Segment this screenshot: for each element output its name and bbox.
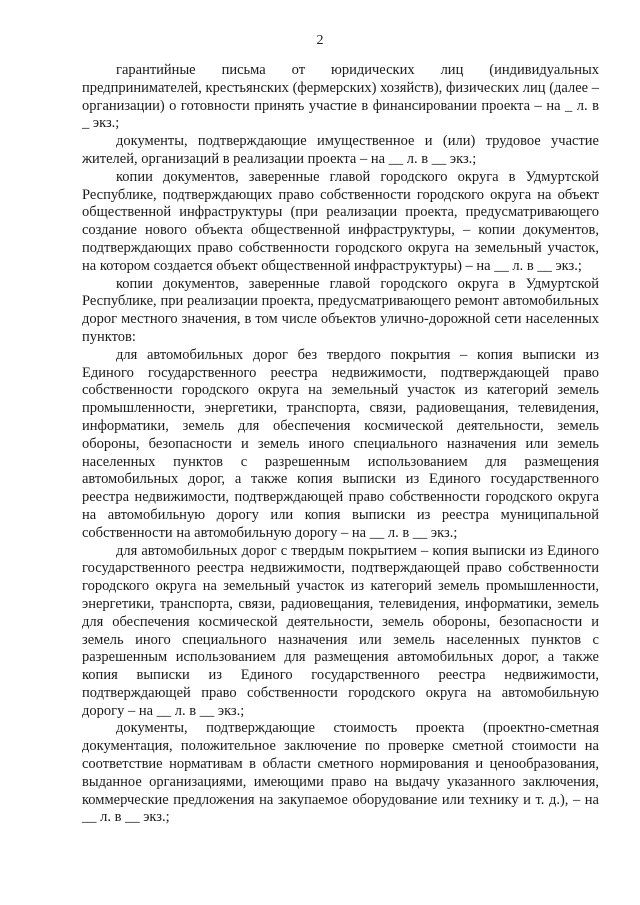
paragraph-road-repair-copies: копии документов, заверенные главой городского округа в Удмуртской Республике, при реализации проекта, предусматривающего ремонт автомобильных дорог местного значения, в том числе объектов улично-дорожной сети населенных пунктов: bbox=[82, 275, 599, 345]
page-number: 2 bbox=[316, 33, 324, 48]
paragraph-unpaved-roads: для автомобильных дорог без твердого покрытия – копия выписки из Единого государственного реестра недвижимости, подтверждающей право собственности городского округа на земельный участок из категорий земель промышленности, энергетики, транспорта, связи, радиовещания, телевидения, информатики, земель для обеспечения космической деятельности, земель обороны, безопасности и земель иного специального назначения или земель населенных пунктов с разрешенным использованием для размещения автомобильных дорог, а также копия выписки из Единого государственного реестра недвижимости, подтверждающей право собственности городского округа на автомобильную дорогу или копия выписки из реестра муниципальной собственности на автомобильную дорогу – на __ л. в __ экз.; bbox=[82, 346, 599, 541]
paragraph-paved-roads: для автомобильных дорог с твердым покрытием – копия выписки из Единого государственного реестра недвижимости, подтверждающей право собственности городского округа на земельный участок из категорий земель промышленности, энергетики, транспорта, связи, радиовещания, телевидения, информатики, земель для обеспечения космической деятельности, земель обороны, безопасности и земель иного специального назначения или земель населенных пунктов с разрешенным использованием для размещения автомобильных дорог, а также копия выписки из Единого государственного реестра недвижимости, подтверждающей право собственности городского округа на автомобильную дорогу – на __ л. в __ экз.; bbox=[82, 542, 599, 719]
paragraph-guarantee-letters: гарантийные письма от юридических лиц (индивидуальных предпринимателей, крестьянских (фермерских) хозяйств), физических лиц (далее – организации) о готовности принять участие в финансировании проекта – на _ л. в _ экз.; bbox=[82, 62, 599, 132]
paragraph-participation-documents: документы, подтверждающие имущественное и (или) трудовое участие жителей, организаций в реализации проекта – на __ л. в __ экз.; bbox=[82, 133, 599, 167]
document-body bbox=[82, 62, 599, 827]
paragraph-ownership-copies: копии документов, заверенные главой городского округа в Удмуртской Республике, подтверждающих право собственности городского округа на объект общественной инфраструктуры (при реализации проекта, предусматривающего создание нового объекта общественной инфраструктуры, – копии документов, подтверждающих право собственности городского округа на земельный участок, на котором создается объект общественной инфраструктуры) – на __ л. в __ экз.; bbox=[82, 168, 599, 274]
paragraph-cost-documents: документы, подтверждающие стоимость проекта (проектно-сметная документация, положительное заключение по проверке сметной стоимости на соответствие нормативам в области сметного нормирования и ценообразования, выданное организациями, имеющими право на выдачу указанного заключения, коммерческие предложения на закупаемое оборудование или технику и т. д.), – на __ л. в __ экз.; bbox=[82, 720, 599, 826]
